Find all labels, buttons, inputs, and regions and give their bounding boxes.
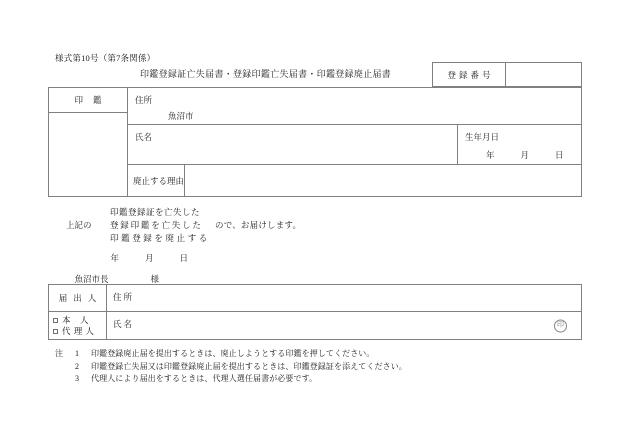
checkbox-agent-label: 代理人 <box>62 325 98 336</box>
applicant-type-checkboxes <box>49 312 107 339</box>
applicant-name-cell[interactable] <box>107 312 581 339</box>
checkbox-self[interactable] <box>53 315 98 326</box>
applicant-address-cell[interactable] <box>107 285 581 311</box>
reason-label: 廃止する理由 <box>128 165 185 196</box>
birthdate-units <box>486 149 564 161</box>
declaration-prefix: 上記の <box>66 220 92 230</box>
checkbox-agent[interactable] <box>53 326 97 337</box>
applicant-address-label: 住所 <box>113 292 135 302</box>
checkbox-self-box[interactable] <box>53 318 58 323</box>
seal-stamp-icon: 印 <box>554 319 567 332</box>
note-number: 1 <box>75 349 79 358</box>
document-title: 印鑑登録証亡失届書・登録印鑑亡失届書・印鑑登録廃止届書 <box>140 69 392 79</box>
applicant-header-label <box>49 285 107 311</box>
seal-impression-area[interactable] <box>49 113 127 197</box>
birthdate-year-unit: 年 <box>486 150 495 160</box>
note-text: 代理人により届出をするときは、代理人選任届書が必要です。 <box>91 374 318 383</box>
checkbox-agent-box[interactable] <box>53 329 58 334</box>
note-item <box>55 361 407 374</box>
note-item <box>55 373 407 386</box>
note-item <box>55 348 407 361</box>
applicant-table <box>48 284 582 340</box>
declaration-suffix: ので、お届けします。 <box>215 220 302 230</box>
notes-section <box>55 348 407 386</box>
declaration-option-1[interactable]: 印鑑登録証を亡失した <box>110 207 201 217</box>
registration-number-label: 登録番号 <box>433 63 506 86</box>
address-row <box>128 87 582 125</box>
address-city-prefix: 魚沼市 <box>168 111 194 121</box>
name-label: 氏名 <box>135 132 153 142</box>
birthdate-cell[interactable] <box>458 125 581 164</box>
checkbox-self-label: 本人 <box>62 314 99 325</box>
main-form-table <box>48 87 582 197</box>
applicant-name-row <box>49 312 581 339</box>
declaration-date-year-unit: 年 <box>110 252 120 263</box>
notes-tag: 注 <box>55 349 63 358</box>
declaration-option-2[interactable]: 登録印鑑を亡失した <box>110 220 203 230</box>
name-cell[interactable] <box>128 125 458 164</box>
declaration-option-row-3 <box>66 232 301 245</box>
reason-row <box>128 165 582 197</box>
main-fields-block <box>128 87 582 197</box>
declaration-date-month-unit: 月 <box>145 252 154 263</box>
declaration-block <box>66 206 301 245</box>
name-and-birthdate-row <box>128 125 582 165</box>
declaration-option-3[interactable]: 印鑑登録を廃止する <box>110 233 210 243</box>
note-text: 印鑑登録亡失届又は印鑑登録廃止届を提出するときは、印鑑登録証を添えてください。 <box>91 361 407 371</box>
note-number: 3 <box>75 374 79 383</box>
seal-impression-box <box>48 87 128 197</box>
declaration-date-day-unit: 日 <box>179 252 189 263</box>
addressee-honorific: 様 <box>150 273 160 284</box>
form-number-label: 様式第10号（第7条関係） <box>55 53 156 63</box>
registration-number-box <box>432 62 582 87</box>
addressee-title: 魚沼市長 <box>74 273 109 284</box>
birthdate-label: 生年月日 <box>465 132 500 142</box>
declaration-option-row-2 <box>66 219 301 232</box>
registration-number-input[interactable] <box>506 63 581 86</box>
applicant-header-text: 届出人 <box>58 293 103 303</box>
birthdate-day-unit: 日 <box>555 150 564 160</box>
applicant-address-row <box>49 285 581 312</box>
birthdate-month-unit: 月 <box>520 150 530 160</box>
declaration-option-row-1 <box>66 206 301 219</box>
address-label: 住所 <box>135 95 153 105</box>
applicant-name-label: 氏名 <box>113 319 135 329</box>
seal-impression-label: 印鑑 <box>49 88 127 113</box>
reason-input[interactable] <box>185 165 581 196</box>
note-text: 印鑑登録廃止届を提出するときは、廃止しようとする印鑑を押してください。 <box>91 349 375 358</box>
note-number: 2 <box>75 361 79 371</box>
